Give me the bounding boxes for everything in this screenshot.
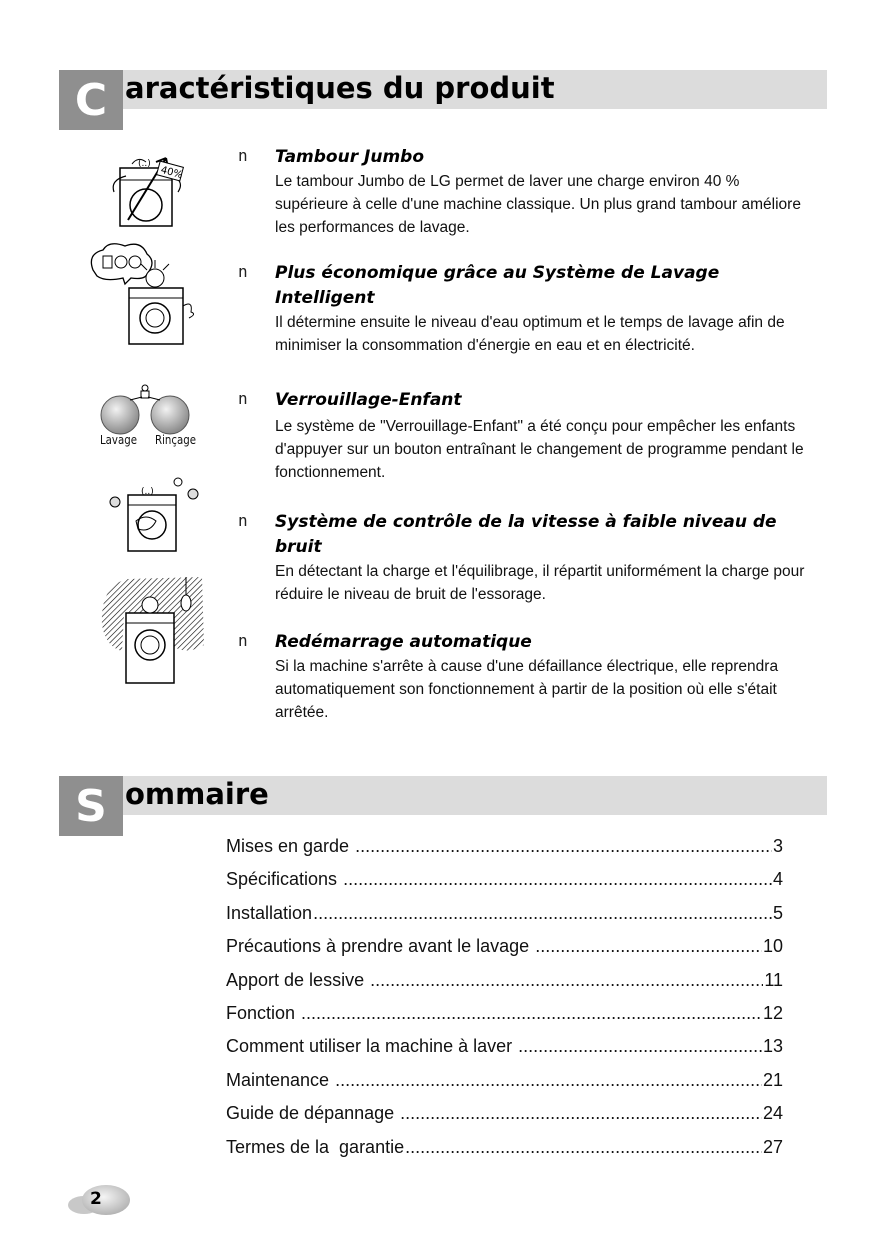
toc-entry[interactable] <box>226 936 783 969</box>
feature-title: Verrouillage-Enfant <box>275 390 462 410</box>
features-title: aractéristiques du produit <box>125 71 555 105</box>
feature-item <box>238 510 813 606</box>
feature-description: Si la machine s'arrête à cause d'une défaillance électrique, elle reprendra automatiquement son fonctionnement à partir de la position où elle s'était arrêtée. <box>275 658 779 721</box>
toc-page-number: 11 <box>764 969 783 990</box>
toc-leader <box>400 1103 762 1124</box>
auto-restart-illustration <box>98 575 208 692</box>
toc-leader <box>301 1003 762 1024</box>
header-initial-letter: C <box>59 70 123 130</box>
svg-text:(..): (..) <box>141 487 154 497</box>
toc-leader <box>370 970 763 991</box>
toc-entry[interactable] <box>226 869 783 902</box>
toc-label: Fonction <box>226 1002 301 1023</box>
toc-page-number: 10 <box>762 936 783 957</box>
feature-item <box>238 261 813 357</box>
toc-leader <box>405 1137 762 1158</box>
svg-text:(..): (..) <box>138 159 151 169</box>
feature-item <box>238 145 813 239</box>
feature-description: Il détermine ensuite le niveau d'eau optimum et le temps de lavage afin de minimiser la consommation d'énergie en eau et en électricité. <box>275 314 785 354</box>
toc-entry[interactable] <box>226 903 783 936</box>
toc-label: Maintenance <box>226 1069 335 1090</box>
bullet-icon: n <box>238 146 248 165</box>
feature-item <box>238 630 813 724</box>
feature-description: En détectant la charge et l'équilibrage, il répartit uniformément la charge pour réduire le niveau de bruit de l'essorage. <box>275 563 805 603</box>
toc-page-number: 27 <box>762 1136 783 1157</box>
toc-entry[interactable] <box>226 1103 783 1136</box>
features-header <box>59 70 827 130</box>
contents-title: ommaire <box>125 777 269 811</box>
toc-label: Comment utiliser la machine à laver <box>226 1036 518 1057</box>
percent-label: 40% <box>159 164 184 182</box>
low-noise-illustration <box>106 477 202 558</box>
feature-title: Redémarrage automatique <box>275 632 532 652</box>
jumbo-drum-illustration <box>108 150 188 235</box>
intelligent-wash-illustration <box>85 240 205 350</box>
toc-page-number: 13 <box>762 1036 783 1057</box>
toc-leader <box>343 869 772 890</box>
toc-page-number: 24 <box>762 1103 783 1124</box>
header-initial-letter: S <box>59 776 123 836</box>
child-lock-illustration <box>98 383 208 460</box>
toc-page-number: 5 <box>772 902 783 923</box>
toc-leader <box>313 903 772 924</box>
feature-item <box>238 388 813 484</box>
toc-page-number: 12 <box>762 1002 783 1023</box>
feature-description: Le système de "Verrouillage-Enfant" a été conçu pour empêcher les enfants d'appuyer sur un bouton entraînant le changement de programme pendant le fonctionnement. <box>275 418 804 481</box>
toc-label: Mises en garde <box>226 836 355 856</box>
contents-header <box>59 776 827 836</box>
toc-entry[interactable] <box>226 836 783 869</box>
toc-entry[interactable] <box>226 1036 783 1069</box>
toc-entry[interactable] <box>226 1003 783 1036</box>
toc-page-number: 4 <box>772 869 783 890</box>
page-number: 2 <box>90 1189 102 1209</box>
toc-leader <box>335 1070 762 1091</box>
bullet-icon: n <box>238 631 248 650</box>
toc-label: Apport de lessive <box>226 969 370 990</box>
toc-leader <box>355 836 772 857</box>
feature-title: Système de contrôle de la vitesse à faible niveau de bruit <box>275 512 777 557</box>
lock-label-left: Lavage <box>100 433 137 447</box>
bullet-icon: n <box>238 511 248 530</box>
toc-entry[interactable] <box>226 1137 783 1170</box>
toc-leader <box>535 936 762 957</box>
feature-description: Le tambour Jumbo de LG permet de laver une charge environ 40 % supérieure à celle d'une machine classique. Un plus grand tambour améliore les performances de lavage. <box>275 173 801 236</box>
toc-label: Termes de la garantie <box>226 1136 405 1157</box>
lock-label-right: Rinçage <box>155 433 196 447</box>
feature-title: Tambour Jumbo <box>275 147 425 167</box>
bullet-icon: n <box>238 389 248 408</box>
toc-label: Installation <box>226 902 313 923</box>
toc-page-number: 3 <box>772 836 783 856</box>
toc-label: Spécifications <box>226 869 343 890</box>
feature-title: Plus économique grâce au Système de Lavage Intelligent <box>275 263 720 308</box>
toc-leader <box>518 1036 762 1057</box>
toc-label: Précautions à prendre avant le lavage <box>226 936 535 957</box>
toc-entry[interactable] <box>226 970 783 1003</box>
toc-entry[interactable] <box>226 1070 783 1103</box>
table-of-contents <box>226 836 783 1170</box>
toc-page-number: 21 <box>762 1069 783 1090</box>
page-number-badge <box>66 1183 132 1217</box>
toc-label: Guide de dépannage <box>226 1103 400 1124</box>
bullet-icon: n <box>238 262 248 281</box>
